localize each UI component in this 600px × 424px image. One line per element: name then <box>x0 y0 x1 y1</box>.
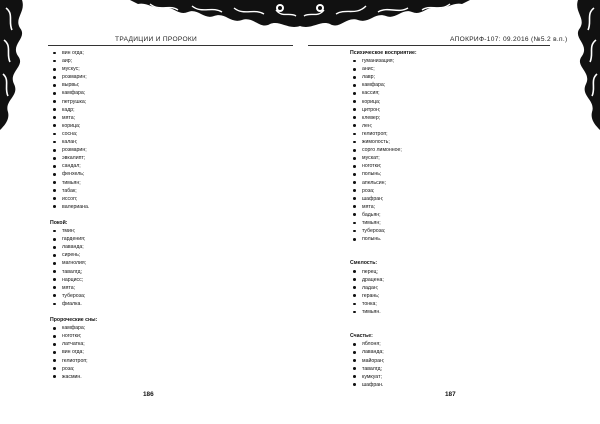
list-item: розмарин; <box>50 73 280 81</box>
list-item: апельсин; <box>350 179 580 187</box>
list-item: сосна; <box>50 130 280 138</box>
list-item: вырвы; <box>50 81 280 89</box>
top-right-ornament <box>300 0 470 34</box>
property-list <box>350 57 580 243</box>
list-item: сандал; <box>50 162 280 170</box>
header-rule <box>308 45 550 46</box>
list-item: мускус; <box>50 65 280 73</box>
list-item: яблоня; <box>350 340 580 348</box>
list-item: бадьян; <box>350 211 580 219</box>
list-item: жасмин. <box>50 373 280 381</box>
list-item: тавалгд; <box>350 365 580 373</box>
list-item: вин огда; <box>50 49 280 57</box>
property-list <box>50 49 280 211</box>
property-list <box>50 227 280 308</box>
list-item: роза; <box>50 365 280 373</box>
list-item: валериана. <box>50 203 280 211</box>
list-item: тавалгд; <box>50 268 280 276</box>
list-item: вин огда; <box>50 348 280 356</box>
list-item: розмарин; <box>50 146 280 154</box>
right-page <box>300 0 600 424</box>
section-title: Пророческие сны: <box>50 317 98 324</box>
running-header: ТРАДИЦИИ И ПРОРОКИ <box>115 36 198 43</box>
list-item: аир; <box>50 57 280 65</box>
list-item: лавр; <box>350 73 580 81</box>
list-item: драцена; <box>350 276 580 284</box>
list-item: мята; <box>350 203 580 211</box>
list-item: перец; <box>350 268 580 276</box>
list-item: нарцисс; <box>50 276 280 284</box>
list-item: тубероза; <box>350 227 580 235</box>
section-title: Психическое восприятие: <box>350 50 417 56</box>
list-item: табак; <box>50 187 280 195</box>
list-item: тмин; <box>50 227 280 235</box>
header-rule <box>48 45 293 46</box>
property-list <box>350 268 580 317</box>
list-item: цитрон; <box>350 106 580 114</box>
section-title: Счастье: <box>350 333 373 340</box>
list-item: жимолость; <box>350 138 580 146</box>
list-item: гуманизация; <box>350 57 580 65</box>
list-item: кассия; <box>350 89 580 97</box>
section-title: Покой: <box>50 219 68 226</box>
list-item: калан; <box>50 138 280 146</box>
list-item: герань; <box>350 292 580 300</box>
list-item: сирень; <box>50 251 280 259</box>
list-item: корица; <box>350 98 580 106</box>
section-title: Смелость: <box>350 260 378 267</box>
list-item: фиалка. <box>50 300 280 308</box>
list-item: гелиотроп; <box>350 130 580 138</box>
top-left-ornament <box>130 0 300 34</box>
list-item: ноготки; <box>350 162 580 170</box>
list-item: мускат; <box>350 154 580 162</box>
page-number: 186 <box>143 391 154 398</box>
list-item: лаванда; <box>50 243 280 251</box>
list-item: тонка; <box>350 300 580 308</box>
list-item: иссоп; <box>50 195 280 203</box>
right-page-content <box>350 49 580 389</box>
list-item: анис; <box>350 65 580 73</box>
list-item: камфара; <box>50 89 280 97</box>
list-item: майоран; <box>350 357 580 365</box>
list-item: камфара; <box>50 324 280 332</box>
list-item: тимьян; <box>50 179 280 187</box>
list-item: лен; <box>350 122 580 130</box>
property-list <box>350 340 580 389</box>
list-item: сорго лимонное; <box>350 146 580 154</box>
list-item: латчатка; <box>50 340 280 348</box>
left-page-content <box>50 49 280 381</box>
list-item: фенхель; <box>50 170 280 178</box>
running-header: АПОКРИФ-107: 09.2016 (№5.2 в.п.) <box>450 36 568 43</box>
list-item: гардения; <box>50 235 280 243</box>
list-item: ладан; <box>350 284 580 292</box>
list-item: кумкуат; <box>350 373 580 381</box>
property-list <box>50 324 280 381</box>
list-item: эвкалипт; <box>50 154 280 162</box>
list-item: корица; <box>50 122 280 130</box>
list-item: мята; <box>50 284 280 292</box>
left-edge-ornament <box>0 0 34 130</box>
list-item: шафран. <box>350 381 580 389</box>
list-item: тимьян; <box>350 219 580 227</box>
list-item: полынь; <box>350 170 580 178</box>
list-item: ноготки; <box>50 332 280 340</box>
list-item: камфара; <box>350 81 580 89</box>
list-item: кадр; <box>50 106 280 114</box>
list-item: шафран; <box>350 195 580 203</box>
list-item: гелиотроп; <box>50 357 280 365</box>
list-item: роза; <box>350 187 580 195</box>
list-item: тимьян. <box>350 308 580 316</box>
list-item: петрушка; <box>50 98 280 106</box>
list-item: клевер; <box>350 114 580 122</box>
list-item: магнолия; <box>50 259 280 267</box>
list-item: полынь. <box>350 235 580 243</box>
list-item: тубероза; <box>50 292 280 300</box>
list-item: мята; <box>50 114 280 122</box>
list-item: лаванда; <box>350 348 580 356</box>
page-number: 187 <box>445 391 456 398</box>
